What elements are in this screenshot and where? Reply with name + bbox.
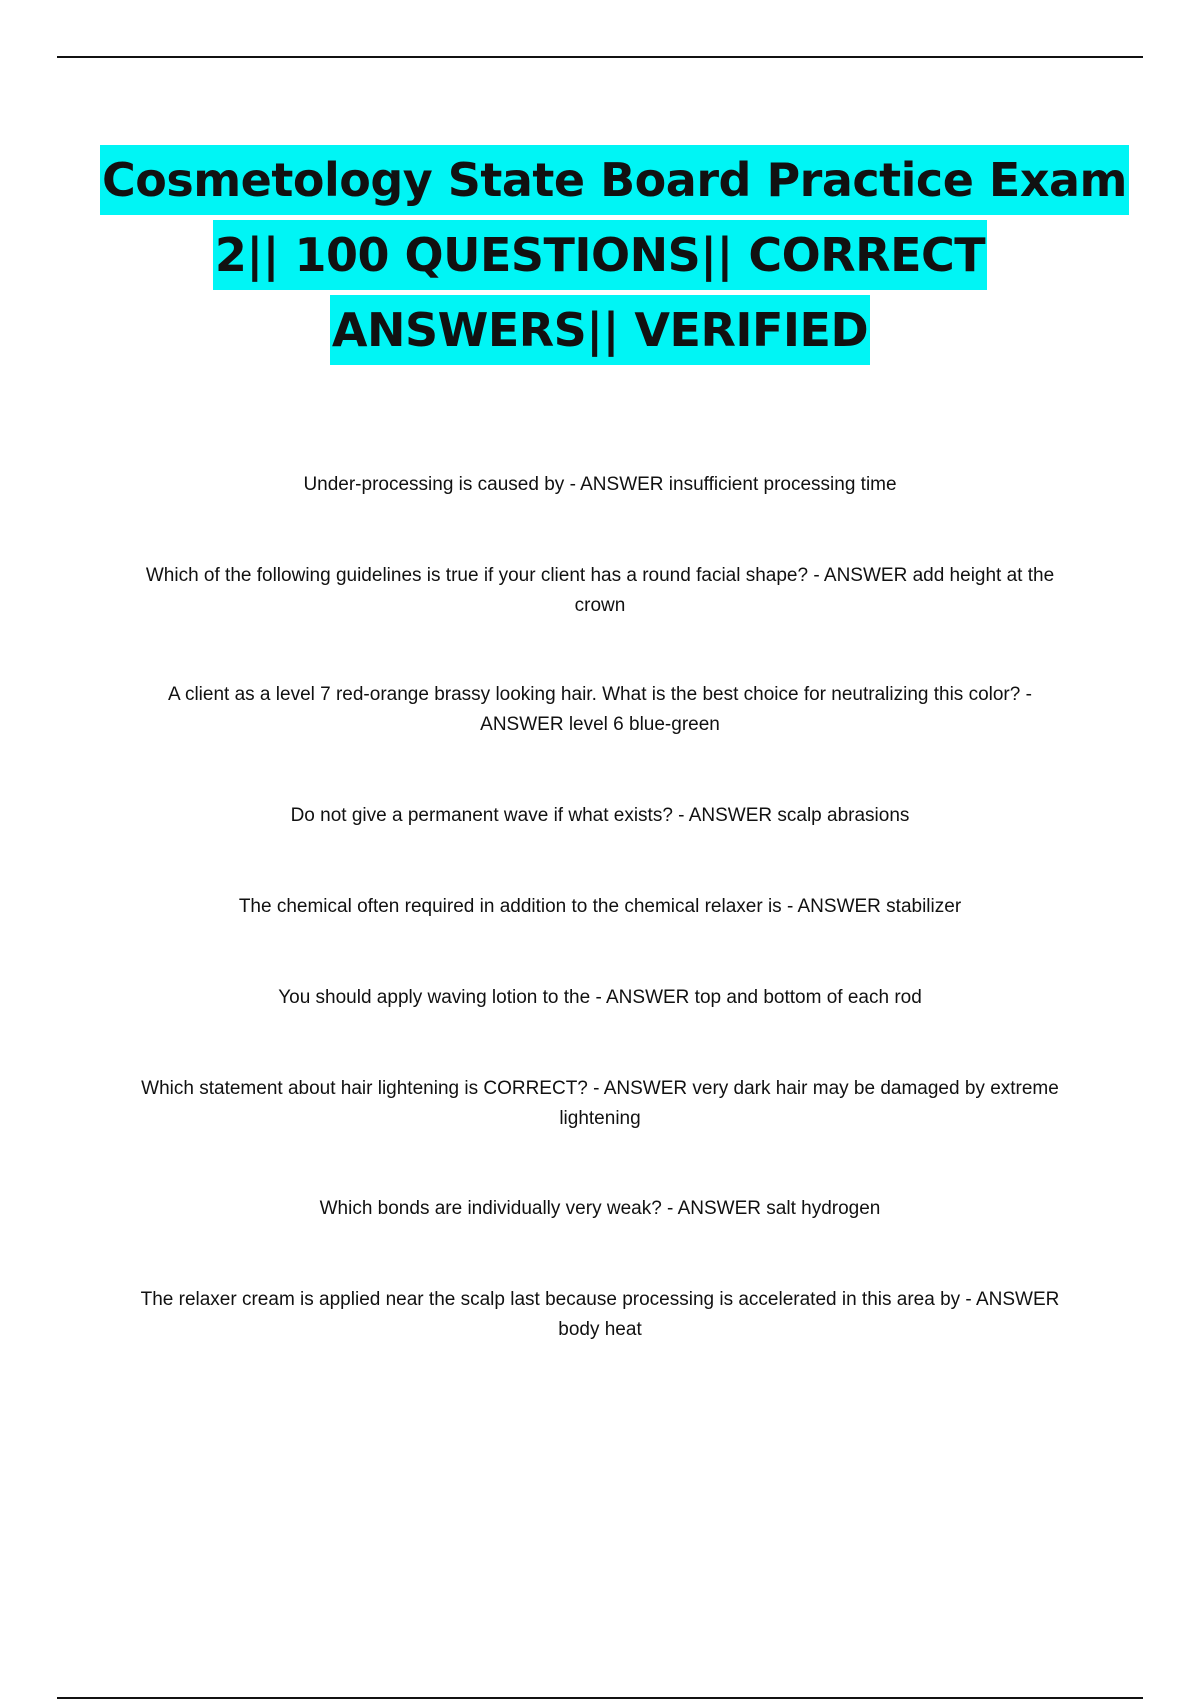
title-line-2: 2|| 100 QUESTIONS|| CORRECT <box>213 220 987 290</box>
qa-item-7: Which statement about hair lightening is CORRECT? - ANSWER very dark hair may be damaged by extreme lightening <box>141 1078 1059 1129</box>
title-line-3: ANSWERS|| VERIFIED <box>330 295 870 365</box>
qa-item-9: The relaxer cream is applied near the scalp last because processing is accelerated in this area by - ANSWER body heat <box>140 1289 1060 1340</box>
top-rule <box>57 56 1143 58</box>
document-title <box>100 145 1127 370</box>
qa-item-4: Do not give a permanent wave if what exists? - ANSWER scalp abrasions <box>290 805 910 826</box>
qa-item-1: Under-processing is caused by - ANSWER insufficient processing time <box>303 474 897 495</box>
bottom-rule <box>57 1697 1143 1699</box>
qa-item-6: You should apply waving lotion to the - ANSWER top and bottom of each rod <box>278 987 922 1008</box>
qa-item-5: The chemical often required in addition to the chemical relaxer is - ANSWER stabilizer <box>238 896 962 917</box>
qa-item-8: Which bonds are individually very weak? - ANSWER salt hydrogen <box>319 1198 881 1219</box>
title-line-1: Cosmetology State Board Practice Exam <box>100 145 1129 215</box>
qa-item-2: Which of the following guidelines is true if your client has a round facial shape? - ANSWER add height at the crown <box>145 565 1055 616</box>
qa-item-3: A client as a level 7 red-orange brassy looking hair. What is the best choice for neutralizing this color? - ANSWER level 6 blue-green <box>168 684 1032 735</box>
